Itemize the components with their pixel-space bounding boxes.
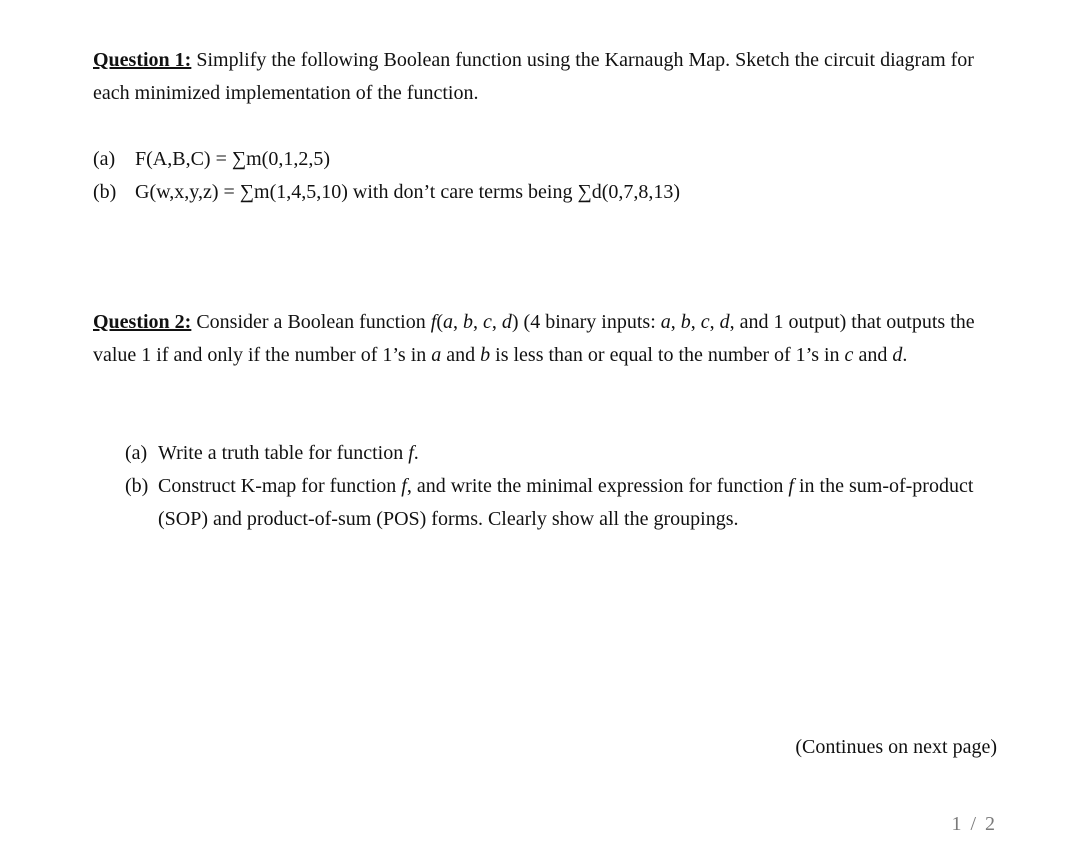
text-run: , and 1 output) that outputs the value 1 if and only if the number of 1’s in xyxy=(93,311,975,366)
variable: d xyxy=(501,311,512,333)
variable: a xyxy=(431,344,442,366)
function-symbol: f xyxy=(401,475,407,497)
variable: a xyxy=(442,311,453,333)
function-symbol: f xyxy=(788,475,794,497)
text-run: , xyxy=(452,311,463,333)
continues-note: (Continues on next page) xyxy=(795,736,997,758)
question-1-part-b xyxy=(93,176,998,209)
variable: b xyxy=(680,311,691,333)
text-run: ) xyxy=(511,311,519,333)
part-text xyxy=(158,470,998,536)
text-run: Consider a Boolean function xyxy=(191,311,431,333)
part-marker: (a) xyxy=(93,148,116,170)
part-marker: (b) xyxy=(93,181,117,203)
text-run: , xyxy=(670,311,681,333)
text-run: and xyxy=(441,344,481,366)
text-run: and xyxy=(853,344,893,366)
variable: b xyxy=(480,344,491,366)
variable: c xyxy=(844,344,854,366)
variable: b xyxy=(462,311,473,333)
text-run: , and write the minimal expression for function xyxy=(406,475,789,497)
page-number: 1 / 2 xyxy=(951,813,997,835)
question-2-parts xyxy=(125,437,998,536)
part-marker: (a) xyxy=(125,442,148,464)
question-1-part-a xyxy=(93,143,998,176)
function-symbol: f xyxy=(430,311,437,333)
text-run: Construct K-map for function xyxy=(158,475,402,497)
variable: c xyxy=(700,311,710,333)
variable: c xyxy=(482,311,492,333)
function-symbol: f xyxy=(408,442,414,464)
variable: a xyxy=(660,311,671,333)
part-marker: (b) xyxy=(125,475,149,497)
text-run: , xyxy=(472,311,483,333)
question-2-part-b xyxy=(125,470,998,536)
question-2-text xyxy=(93,311,975,366)
text-run: ( xyxy=(436,311,443,333)
text-run: . xyxy=(902,344,908,366)
question-2-label: Question 2: xyxy=(93,311,192,333)
part-text: G(w,x,y,z) = ∑m(1,4,5,10) with don’t care terms being ∑d(0,7,8,13) xyxy=(135,181,681,203)
text-run: (4 binary inputs: xyxy=(518,311,661,333)
question-1 xyxy=(93,44,998,110)
question-1-parts xyxy=(93,143,998,209)
question-1-label: Question 1: xyxy=(93,49,192,71)
text-run: , xyxy=(491,311,502,333)
text-run: is less than or equal to the number of 1’s in xyxy=(490,344,845,366)
text-run: . xyxy=(413,442,419,464)
text-run: in the sum-of-product (SOP) and product-of-sum (POS) forms. Clearly show all the groupings. xyxy=(158,475,974,530)
question-2 xyxy=(93,306,998,372)
part-text xyxy=(158,437,998,470)
variable: d xyxy=(719,311,730,333)
text-run: , xyxy=(709,311,720,333)
variable: d xyxy=(892,344,903,366)
text-run: , xyxy=(690,311,701,333)
text-run: Write a truth table for function xyxy=(158,442,409,464)
question-1-text: Simplify the following Boolean function using the Karnaugh Map. Sketch the circuit diagram for each minimized implementation of the function. xyxy=(93,49,974,104)
part-text: F(A,B,C) = ∑m(0,1,2,5) xyxy=(135,148,330,170)
question-2-part-a xyxy=(125,437,998,470)
